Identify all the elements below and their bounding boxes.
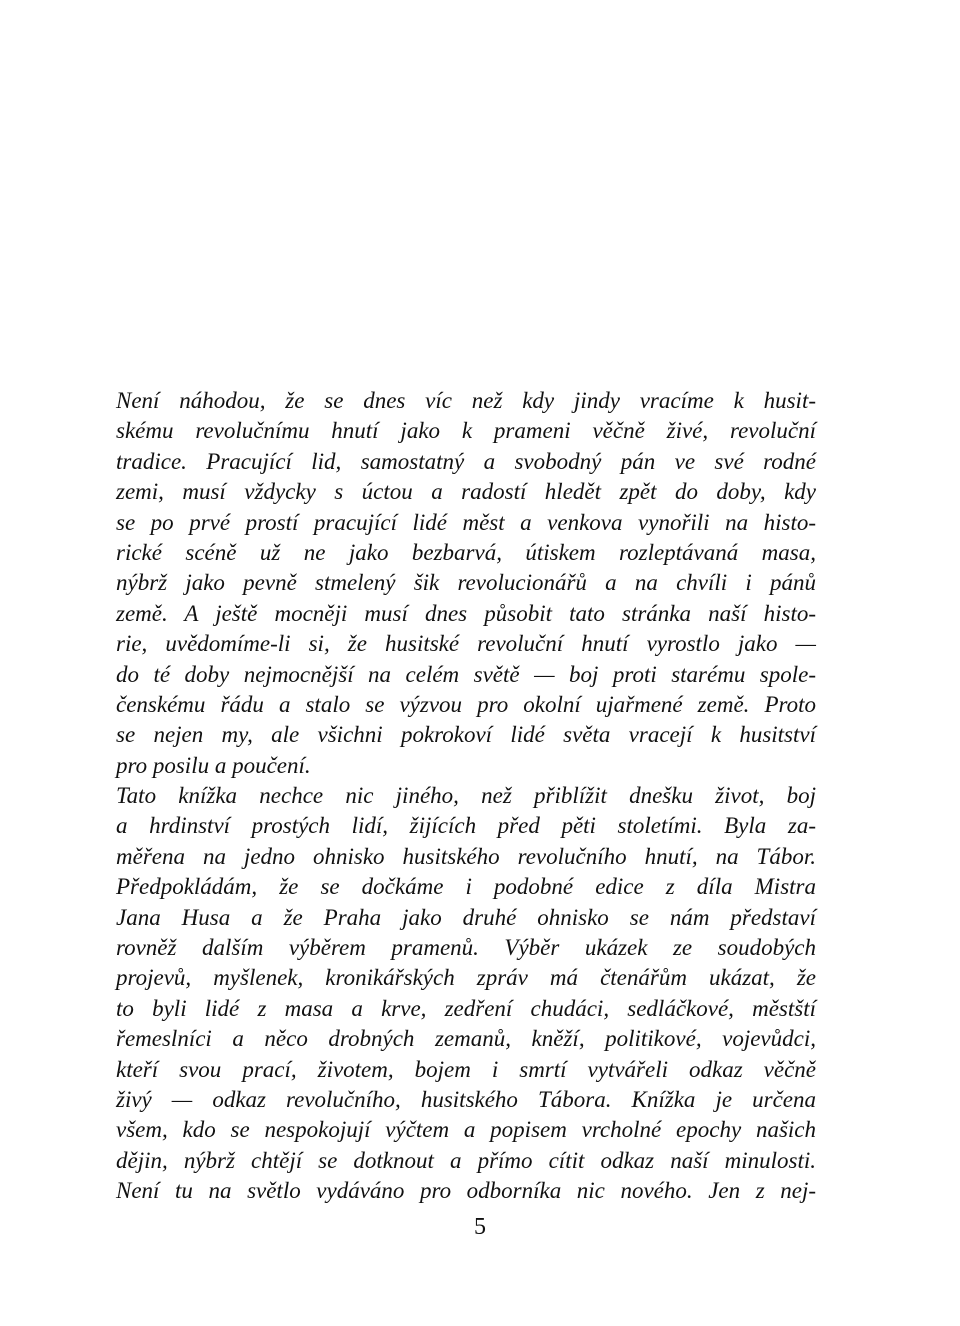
text-line: Jana Husa a že Praha jako druhé ohnisko se nám představí bbox=[116, 904, 816, 930]
text-line: živý — odkaz revolučního, husitského Tábora. Knížka je určena bbox=[116, 1086, 816, 1112]
text-line: nýbrž jako pevně stmelený šik revolucionářů a na chvíli i pánů bbox=[116, 570, 816, 596]
text-line: kteří svou prací, životem, bojem i smrtí vytvářeli odkaz věčně bbox=[116, 1056, 816, 1082]
text-line: skému revolučnímu hnutí jako k prameni věčně živé, revoluční bbox=[116, 418, 816, 444]
text-line: řemeslníci a něco drobných zemanů, kněží, politikové, vojevůdci, bbox=[116, 1026, 816, 1052]
text-line: rie, uvědomíme-li si, že husitské revoluční hnutí vyrostlo jako — bbox=[116, 631, 816, 657]
text-line: všem, kdo se nespokojují výčtem a popisem vrcholné epochy našich bbox=[116, 1117, 816, 1143]
text-line: rické scéně už ne jako bezbarvá, útiskem rozleptávaná masa, bbox=[116, 539, 816, 565]
page-number: 5 bbox=[474, 1214, 486, 1240]
text-line: Předpokládám, že se dočkáme i podobné edice z díla Mistra bbox=[116, 874, 816, 900]
text-line: do té doby nejmocnější na celém světě — boj proti starému spole- bbox=[116, 661, 816, 687]
text-line: tradice. Pracující lid, samostatný a svobodný pán ve své rodné bbox=[116, 448, 816, 474]
text-line: projevů, myšlenek, kronikářských zpráv má čtenářům ukázat, že bbox=[116, 965, 816, 991]
text-line: dějin, nýbrž chtějí se dotknout a přímo cítit odkaz naší minulosti. bbox=[116, 1147, 816, 1173]
text-line: země. A ještě mocněji musí dnes působit tato stránka naší histo- bbox=[116, 600, 816, 626]
body-text bbox=[116, 386, 816, 1207]
paragraph-end-line: pro posilu a poučení. bbox=[116, 752, 311, 778]
text-line: se po prvé prostí pracující lidé měst a venkova vynořili na histo- bbox=[116, 509, 816, 535]
text-line: čenskému řádu a stalo se výzvou pro okolní ujařmené země. Proto bbox=[116, 691, 816, 717]
text-line: měřena na jedno ohnisko husitského revolučního hnutí, na Tábor. bbox=[116, 843, 816, 869]
text-line: a hrdinství prostých lidí, žijících před pěti stoletími. Byla za- bbox=[116, 813, 816, 839]
text-line: Tato knížka nechce nic jiného, než přiblížit dnešku život, boj bbox=[116, 783, 816, 809]
text-line: rovněž dalším výběrem pramenů. Výběr ukázek ze soudobých bbox=[116, 935, 816, 961]
text-line: Není náhodou, že se dnes víc než kdy jindy vracíme k husit- bbox=[116, 388, 816, 413]
text-line: se nejen my, ale všichni pokrokoví lidé světa vracejí k husitství bbox=[116, 722, 816, 748]
text-line: to byli lidé z masa a krve, zedření chudáci, sedláčkové, městští bbox=[116, 995, 816, 1021]
text-line: Není tu na světlo vydáváno pro odborníka nic nového. Jen z nej- bbox=[116, 1178, 816, 1204]
text-line: zemi, musí vždycky s úctou a radostí hledět zpět do doby, kdy bbox=[116, 479, 816, 505]
